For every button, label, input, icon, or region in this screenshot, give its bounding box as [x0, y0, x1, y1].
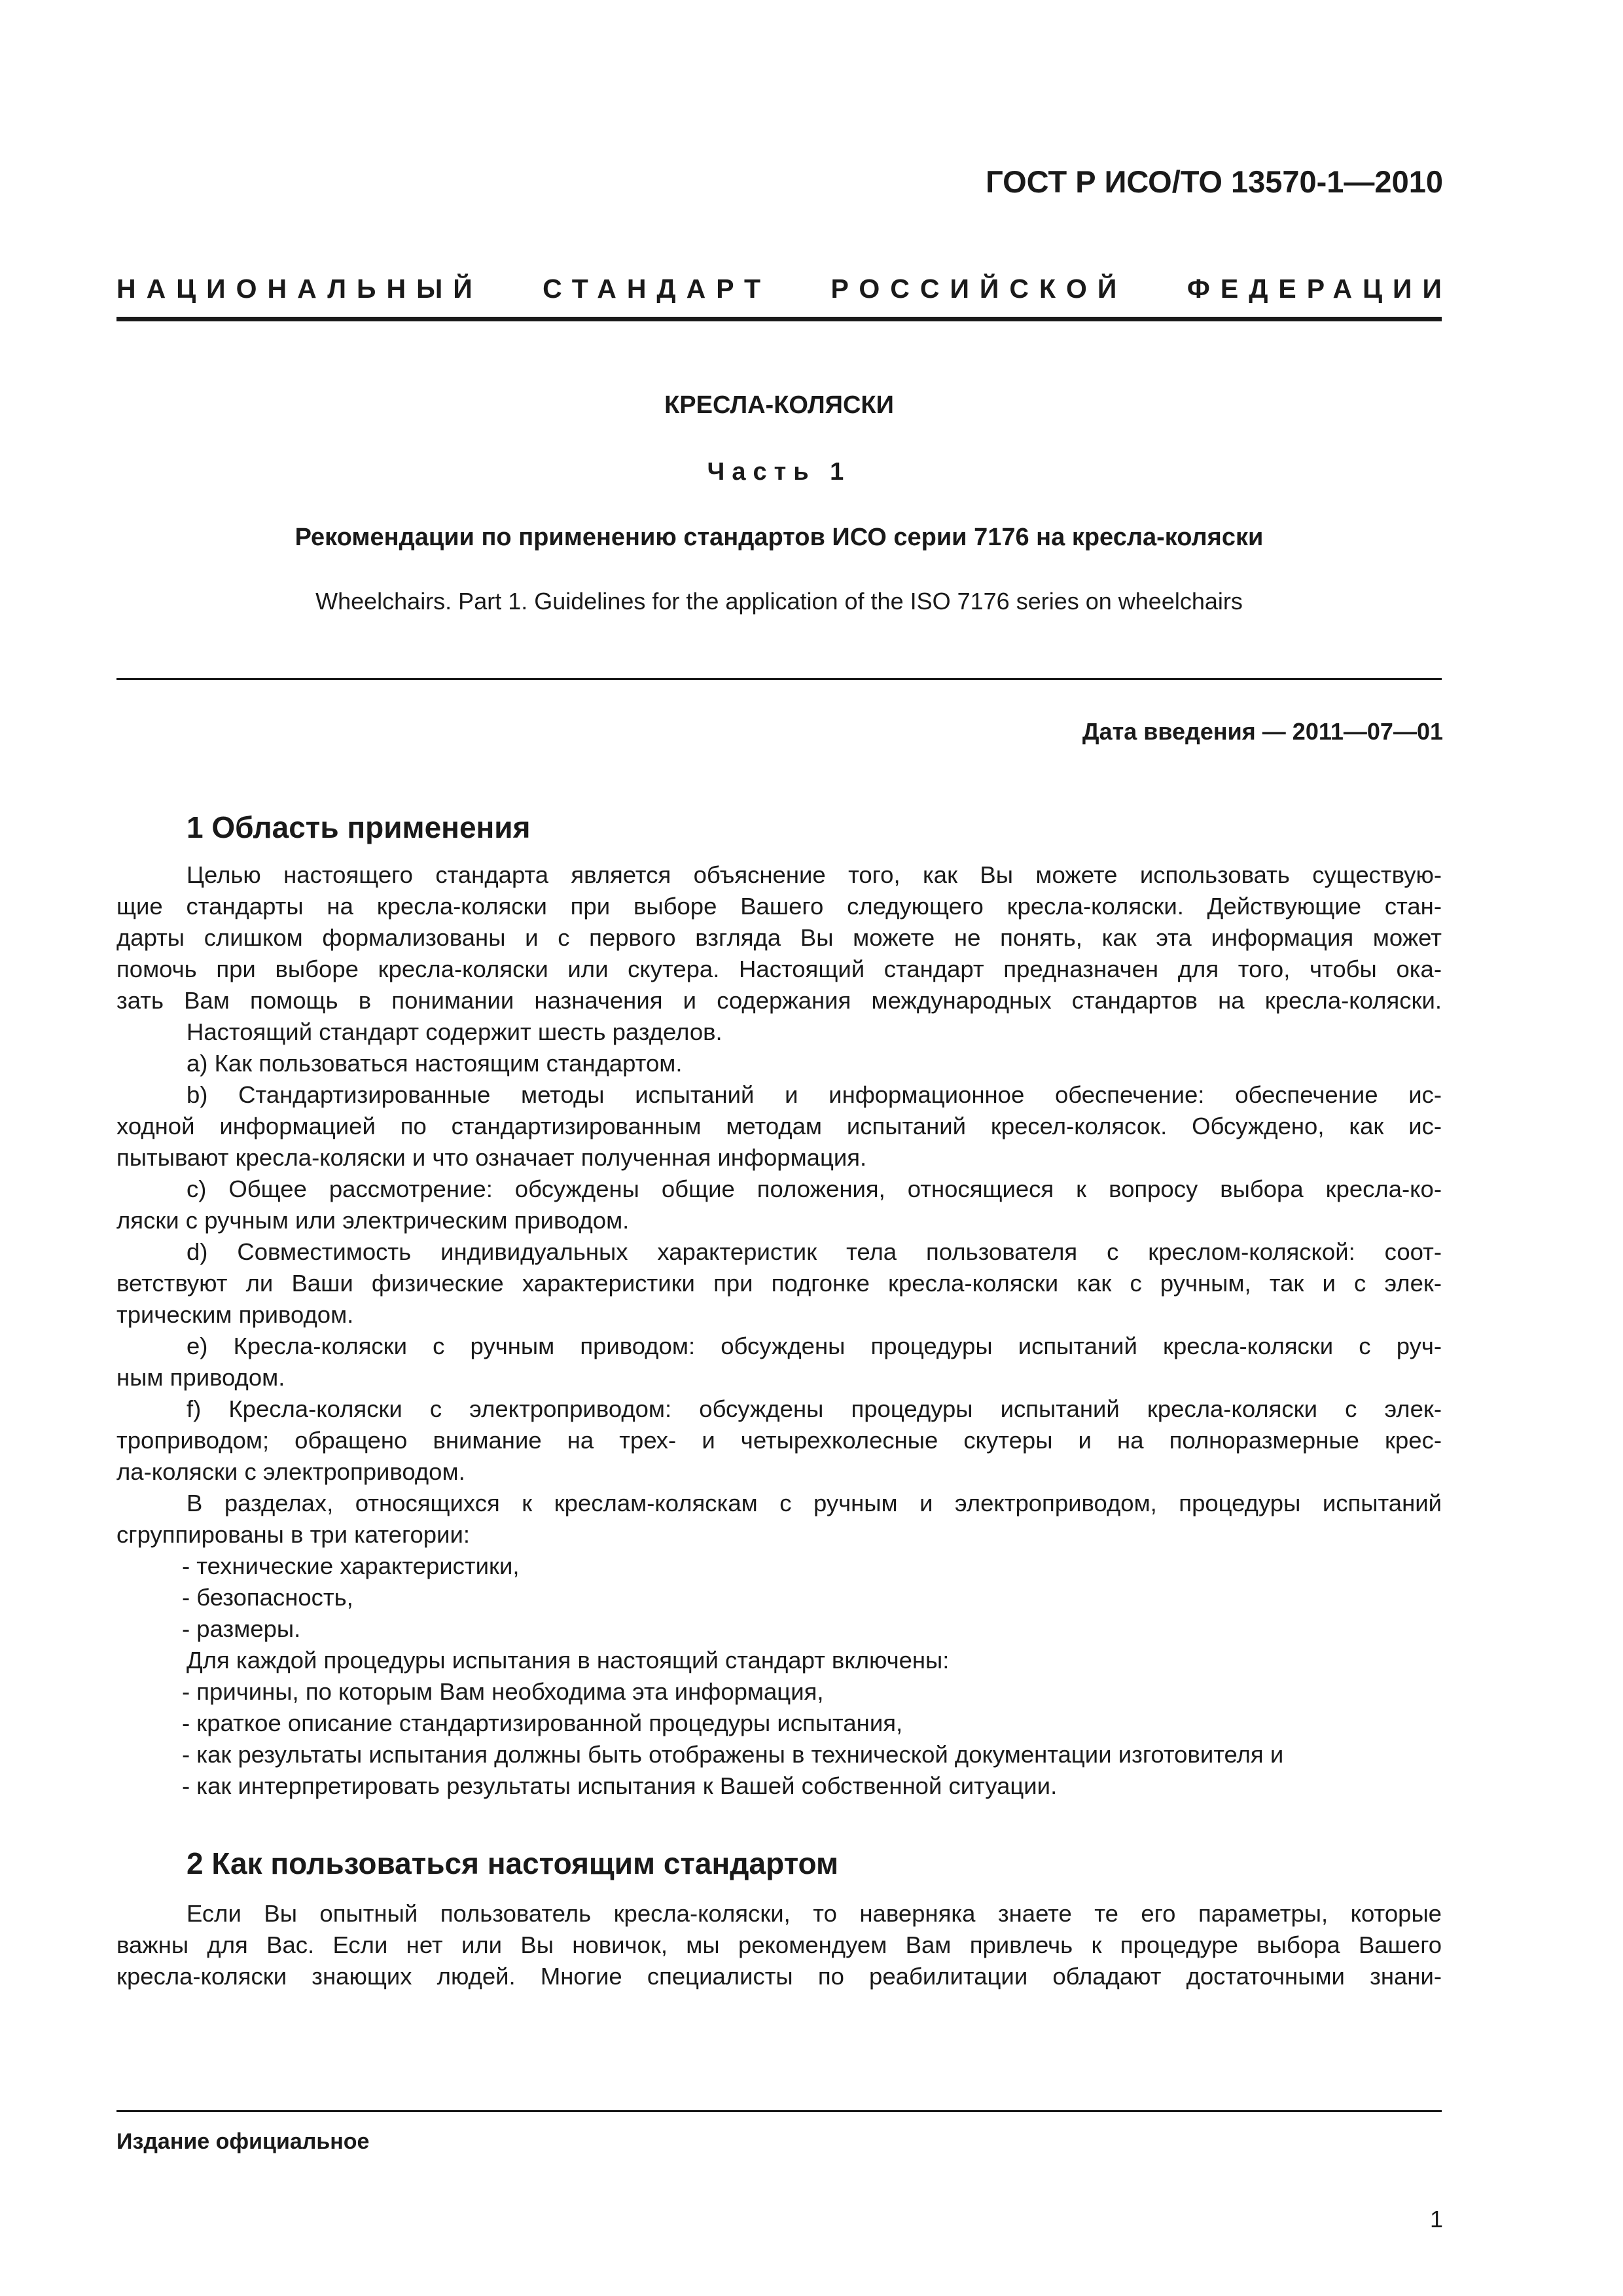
list-item: c) Общее рассмотрение: обсуждены общие положения, относящиеся к вопросу выбора кресла-ко-	[187, 1175, 1442, 1202]
section-2-heading: 2 Как пользоваться настоящим стандартом	[187, 1846, 839, 1880]
section-1-heading: 1 Область применения	[187, 810, 531, 844]
body-line: ным приводом.	[116, 1364, 285, 1391]
list-item: b) Стандартизированные методы испытаний и информационное обеспечение: обеспечение ис-	[187, 1081, 1442, 1108]
list-item: e) Кресла-коляски с ручным приводом: обсуждены процедуры испытаний кресла-коляски с руч-	[187, 1333, 1442, 1359]
list-item: d) Совместимость индивидуальных характеристик тела пользователя с креслом-коляской: соот-	[187, 1238, 1442, 1265]
list-item: a) Как пользоваться настоящим стандартом.	[187, 1050, 683, 1077]
body-line: трическим приводом.	[116, 1301, 354, 1328]
body-line: помочь при выборе кресла-коляски или скутера. Настоящий стандарт предназначен для того, чтобы ока-	[116, 956, 1442, 982]
document-id: ГОСТ Р ИСО/ТО 13570-1—2010	[986, 164, 1443, 199]
footer-divider	[116, 2110, 1442, 2112]
banner-word: ФЕДЕРАЦИИ	[1186, 274, 1452, 304]
body-line: Если Вы опытный пользователь кресла-коляски, то наверняка знаете те его параметры, которые	[187, 1900, 1442, 1927]
banner-divider	[116, 317, 1442, 321]
body-line: Для каждой процедуры испытания в настоящий стандарт включены:	[187, 1647, 950, 1674]
body-line: В разделах, относящихся к креслам-коляскам с ручным и электроприводом, процедуры испытаний	[187, 1490, 1442, 1516]
title-divider	[116, 678, 1442, 680]
introduction-date: Дата введения — 2011—07—01	[1082, 718, 1443, 745]
body-line: ляски с ручным или электрическим приводом.	[116, 1207, 630, 1234]
edition-label: Издание официальное	[116, 2129, 370, 2154]
body-line: ла-коляски с электроприводом.	[116, 1458, 465, 1485]
page-number: 1	[1429, 2206, 1443, 2233]
body-line: троприводом; обращено внимание на трех- и четырехколесные скутеры и на полноразмерные крес-	[116, 1427, 1442, 1454]
body-line: ходной информацией по стандартизированным методам испытаний кресел-колясок. Обсуждено, как ис-	[116, 1113, 1442, 1139]
standard-banner	[116, 274, 1452, 304]
banner-word: СТАНДАРТ	[543, 274, 772, 304]
list-item: f) Кресла-коляски с электроприводом: обсуждены процедуры испытаний кресла-коляски с элек-	[187, 1395, 1442, 1422]
body-line: зать Вам помощь в понимании назначения и содержания международных стандартов на кресла-коляски.	[116, 987, 1442, 1014]
body-line: Настоящий стандарт содержит шесть разделов.	[187, 1018, 722, 1045]
body-line: дарты слишком формализованы и с первого взгляда Вы можете не понять, как эта информация может	[116, 924, 1442, 951]
body-line: щие стандарты на кресла-коляски при выборе Вашего следующего кресла-коляски. Действующие стан-	[116, 893, 1442, 920]
dash-list-item: - технические характеристики,	[182, 1552, 520, 1579]
dash-list-item: - размеры.	[182, 1615, 301, 1642]
body-line: сгруппированы в три категории:	[116, 1521, 471, 1548]
banner-word: НАЦИОНАЛЬНЫЙ	[116, 274, 483, 304]
body-line: кресла-коляски знающих людей. Многие специалисты по реабилитации обладают достаточными знани-	[116, 1963, 1442, 1990]
body-line: Целью настоящего стандарта является объяснение того, как Вы можете использовать существую-	[187, 861, 1442, 888]
dash-list-item: - краткое описание стандартизированной процедуры испытания,	[182, 1710, 903, 1736]
english-title: Wheelchairs. Part 1. Guidelines for the application of the ISO 7176 series on wheelchairs	[315, 588, 1243, 615]
body-line: важны для Вас. Если нет или Вы новичок, мы рекомендуем Вам привлечь к процедуре выбора Вашего	[116, 1931, 1442, 1958]
document-part: Часть 1	[707, 458, 851, 486]
dash-list-item: - как интерпретировать результаты испытания к Вашей собственной ситуации.	[182, 1772, 1058, 1799]
dash-list-item: - как результаты испытания должны быть отображены в технической документации изготовителя и	[182, 1741, 1284, 1768]
document-subtitle: Рекомендации по применению стандартов ИСО серии 7176 на кресла-коляски	[294, 524, 1264, 551]
document-title: КРЕСЛА-КОЛЯСКИ	[664, 391, 894, 419]
dash-list-item: - безопасность,	[182, 1584, 353, 1611]
body-line: ветствуют ли Ваши физические характеристики при подгонке кресла-коляски как с ручным, так и с элек-	[116, 1270, 1442, 1297]
body-line: пытывают кресла-коляски и что означает полученная информация.	[116, 1144, 867, 1171]
banner-word: РОССИЙСКОЙ	[830, 274, 1128, 304]
dash-list-item: - причины, по которым Вам необходима эта информация,	[182, 1678, 824, 1705]
